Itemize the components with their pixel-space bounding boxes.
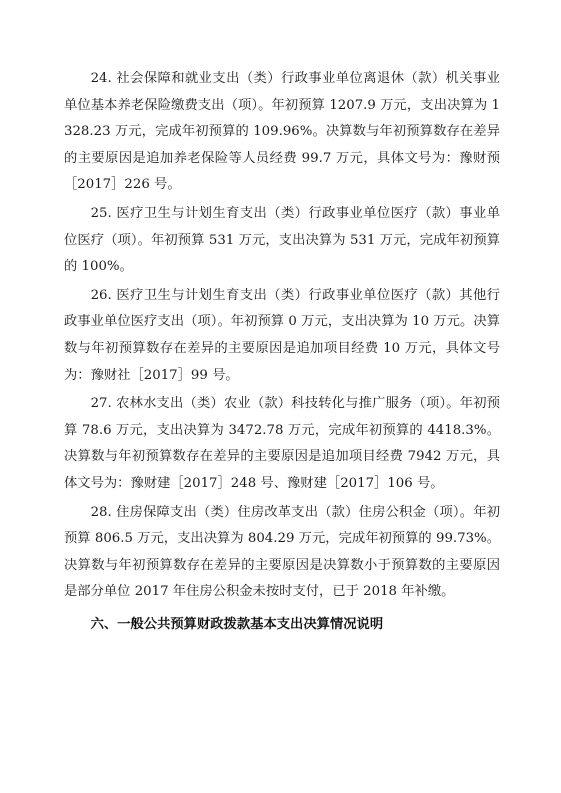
paragraph-item-27: 27. 农林水支出（类）农业（款）科技转化与推广服务（项）。年初预算 78.6 万元，支出决算为 3472.78 万元，完成年初预算的 4418.3%。决算数与年初预算数存在差异的主要原因是追加项目经费 7942 万元，具体文号为：豫财建［2017］248 号、豫财建［2017］106 号。 [64,396,500,491]
paragraph-item-26: 26. 医疗卫生与计划生育支出（类）行政事业单位医疗（款）其他行政事业单位医疗支出（项）。年初预算 0 万元，支出决算为 10 万元。决算数与年初预算数存在差异的主要原因是追加项目经费 10 万元，具体文号为：豫财社［2017］99 号。 [64,287,500,383]
paragraph-item-24: 24. 社会保障和就业支出（类）行政事业单位离退休（款）机关事业单位基本养老保险缴费支出（项）。年初预算 1207.9 万元，支出决算为 1328.23 万元，完成年初预算的 109.96%。决算数与年初预算数存在差异的主要原因是追加养老保险等人员经费 99.7 万元，具体文号为：豫财预［2017］226 号。 [64,71,500,193]
paragraph-item-25: 25. 医疗卫生与计划生育支出（类）行政事业单位医疗（款）事业单位医疗（项）。年初预算 531 万元，支出决算为 531 万元，完成年初预算的 100%。 [64,205,500,275]
paragraph-item-28: 28. 住房保障支出（类）住房改革支出（款）住房公积金（项）。年初预算 806.5 万元，支出决算为 804.29 万元，完成年初预算的 99.73%。决算数与年初预算数存在差异的主要原因是决算数小于预算数的主要原因是部分单位 2017 年住房公积金未按时支付，已于 2018 年补缴。 [64,504,500,600]
document-body [64,66,500,638]
section-heading: 六、一般公共预算财政拨款基本支出决算情况说明 [90,616,384,632]
